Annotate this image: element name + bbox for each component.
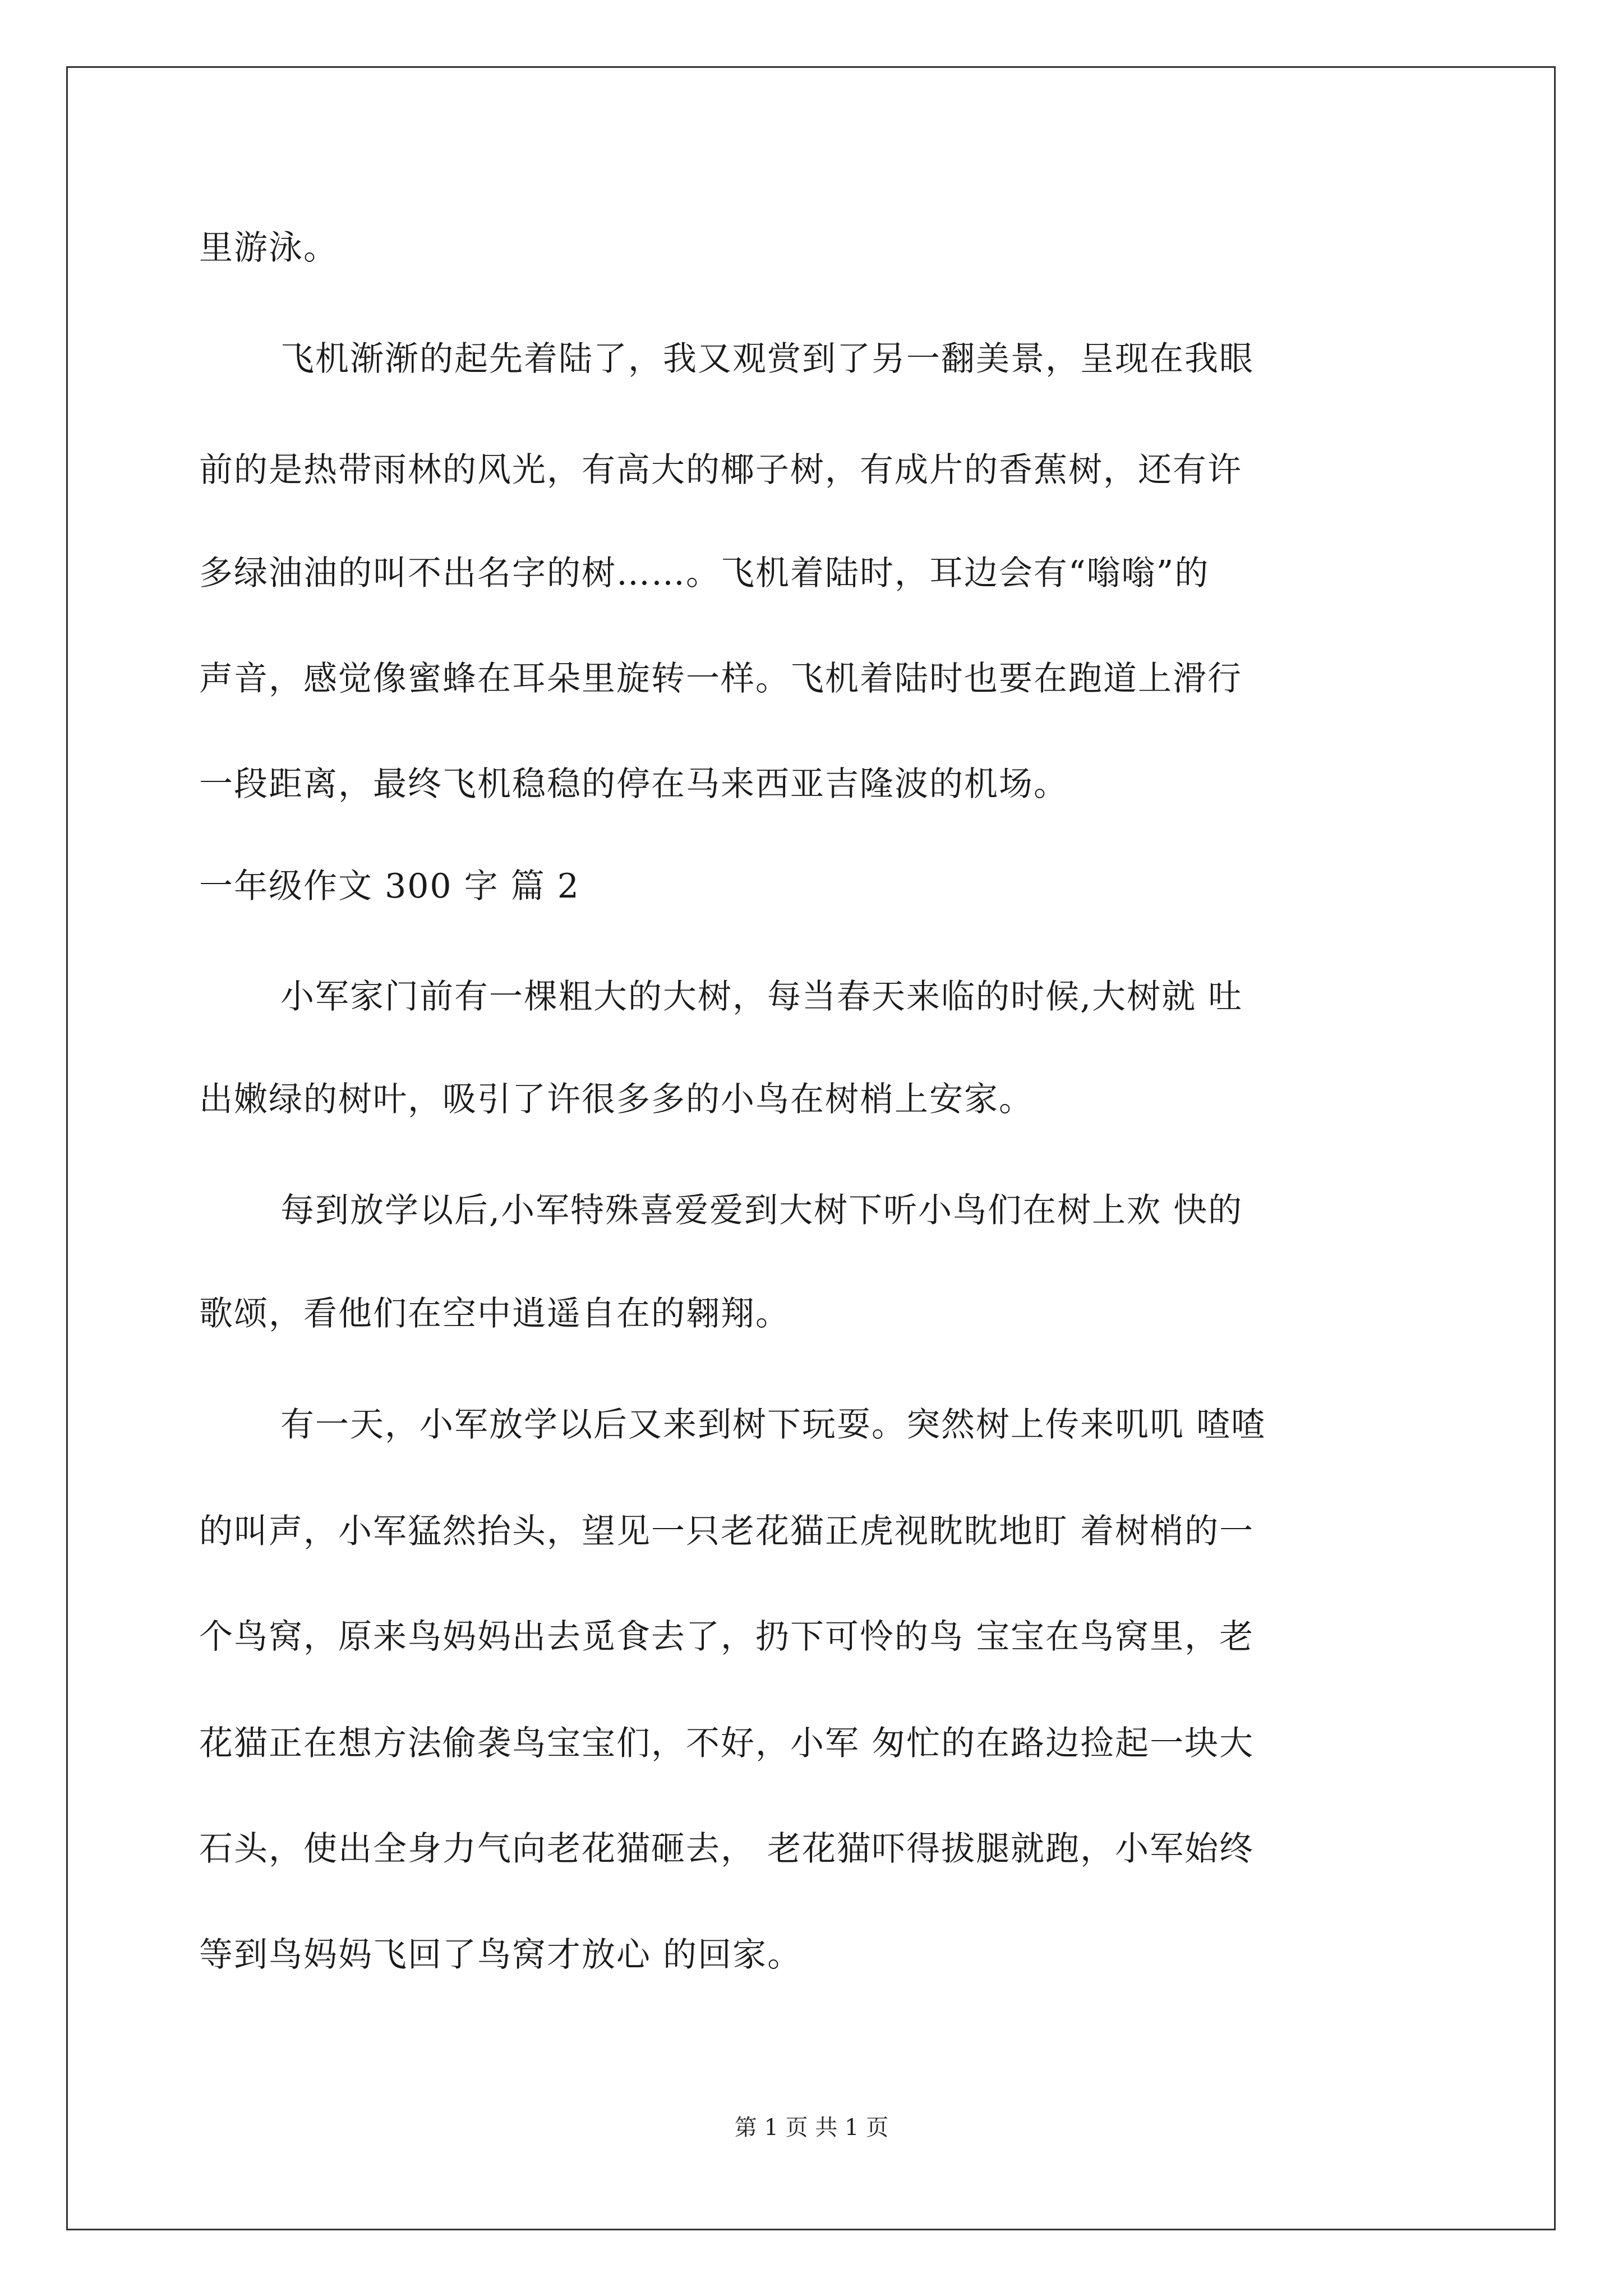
text-line: 里游泳。 (199, 228, 338, 268)
text-line: 飞机渐渐的起先着陆了，我又观赏到了另一翻美景，呈现在我眼 (280, 339, 1254, 379)
text-line: 歌颂，看他们在空中逍遥自在的翱翔。 (199, 1294, 790, 1333)
page-border (66, 66, 1556, 2230)
text-line: 花猫正在想方法偷袭鸟宝宝们，不好，小军 匆忙的在路边捡起一块大 (199, 1724, 1255, 1763)
text-line: 一段距离，最终飞机稳稳的停在马来西亚吉隆波的机场。 (199, 765, 1068, 804)
page-footer: 第 1 页 共 1 页 (734, 2115, 889, 2141)
text-line: 每到放学以后,小军特殊喜爱爱到大树下听小鸟们在树上欢 快的 (280, 1191, 1243, 1230)
text-line: 等到鸟妈妈飞回了鸟窝才放心 的回家。 (199, 1935, 803, 1975)
text-line: 石头，使出全身力气向老花猫砸去， 老花猫吓得拔腿就跑，小军始终 (199, 1829, 1255, 1869)
text-line: 多绿油油的叫不出名字的树……。飞机着陆时，耳边会有“嗡嗡”的 (199, 554, 1210, 593)
text-line: 的叫声，小军猛然抬头，望见一只老花猫正虎视眈眈地盯 着树梢的一 (199, 1512, 1255, 1551)
text-line: 有一天，小军放学以后又来到树下玩耍。突然树上传来叽叽 喳喳 (280, 1405, 1266, 1444)
text-line: 前的是热带雨林的风光，有高大的椰子树，有成片的香蕉树，还有许 (199, 450, 1242, 490)
text-line: 小军家门前有一棵粗大的大树，每当春天来临的时候,大树就 吐 (280, 977, 1243, 1016)
section-heading: 一年级作文 300 字 篇 2 (199, 867, 580, 906)
text-line: 声音，感觉像蜜蜂在耳朵里旋转一样。飞机着陆时也要在跑道上滑行 (199, 659, 1242, 698)
text-line: 个鸟窝，原来鸟妈妈出去觅食去了，扔下可怜的鸟 宝宝在鸟窝里，老 (199, 1617, 1255, 1657)
text-line: 出嫩绿的树叶，吸引了许很多多的小鸟在树梢上安家。 (199, 1080, 1034, 1119)
